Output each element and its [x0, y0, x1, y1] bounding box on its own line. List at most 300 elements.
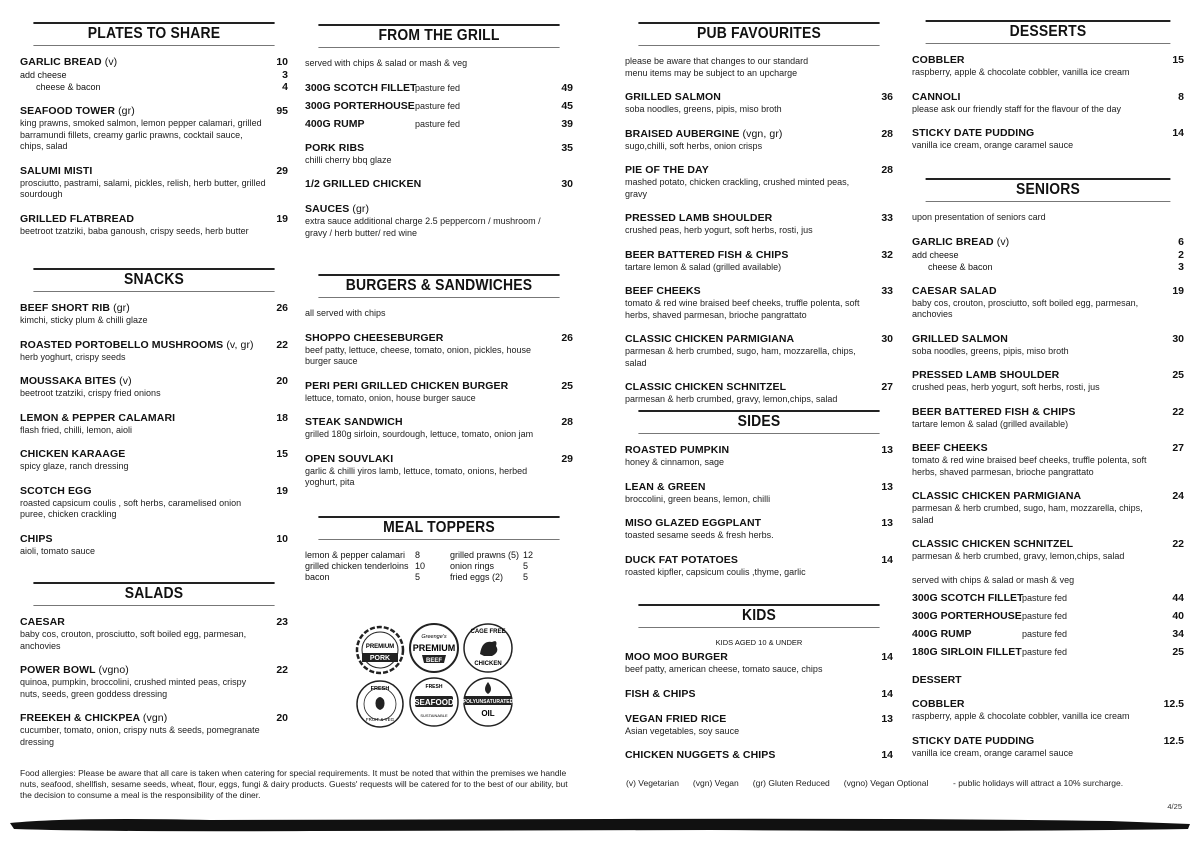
legend-entry: (vgno) Vegan Optional — [843, 778, 929, 788]
menu-item-grilled-salmon — [912, 333, 1184, 358]
cage-free-chicken-badge — [462, 622, 514, 674]
item-name: SCOTCH EGG — [20, 484, 92, 497]
section-title: KIDS — [638, 604, 879, 628]
item-name: VEGAN FRIED RICE — [625, 712, 727, 725]
item-name: BRAISED AUBERGINE — [625, 127, 740, 140]
diet-legend — [626, 778, 942, 788]
item-description: honey & cinnamon, sage — [625, 457, 725, 467]
item-name: PORK RIBS — [305, 141, 365, 154]
price: 95 — [276, 105, 288, 117]
menu-item-sauces — [305, 203, 573, 239]
item-name: 300G PORTERHOUSE — [912, 610, 1022, 622]
menu-item-beer-battered-fish-chips — [912, 406, 1184, 431]
price: 18 — [276, 411, 288, 424]
item-description: roasted kipfler, capsicum coulis ,thyme, garlic — [625, 566, 806, 577]
item-name: LEAN & GREEN — [625, 480, 706, 493]
topper-price: 12 — [523, 550, 534, 560]
item-name: 400G RUMP — [912, 628, 972, 640]
item-name: MISO GLAZED EGGPLANT — [625, 517, 762, 529]
section-title: SALADS — [33, 582, 274, 606]
seniors-desserts-list — [912, 698, 1184, 759]
sides-list — [625, 444, 893, 578]
item-description: beetroot tzatziki, crispy fried onions — [20, 388, 161, 398]
item-name: CHICKEN NUGGETS & CHIPS — [625, 749, 776, 761]
item-name: 1/2 GRILLED CHICKEN — [305, 178, 422, 190]
menu-item-garlic-bread: GARLIC BREAD (v) 10 add cheese 3 cheese & bacon 4 — [20, 56, 288, 93]
item-description: vanilla ice cream, orange caramel sauce — [912, 140, 1074, 150]
item-name: CLASSIC CHICKEN PARMIGIANA — [912, 490, 1082, 502]
item-diet: (vgn, gr) — [742, 127, 783, 140]
item-description: herb yoghurt, crispy seeds — [20, 351, 126, 362]
menu-item-peri-peri-grilled-chicken-burger — [305, 380, 573, 405]
price: 30 — [561, 178, 573, 190]
section-toppers — [305, 516, 573, 590]
item-name: SAUCES — [305, 203, 350, 215]
section-title: SNACKS — [33, 268, 274, 292]
item-description: kimchi, sticky plum & chilli glaze — [20, 315, 148, 325]
item-description: parmesan & herb crumbed, sugo, ham, mozzarella, chips, salad — [912, 503, 1143, 525]
item-name: STICKY DATE PUDDING — [912, 734, 1035, 747]
topper-price: 5 — [523, 572, 529, 582]
price: 8 — [1178, 90, 1184, 103]
legend-entry: (gr) Gluten Reduced — [752, 778, 830, 788]
price: 28 — [561, 416, 573, 428]
item-description: baby cos, crouton, prosciutto, soft boiled egg, parmesan, anchovies — [912, 297, 1139, 319]
svg-text:PORK: PORK — [369, 655, 391, 662]
price: 13 — [881, 480, 893, 493]
svg-text:SUSTAINABLE: SUSTAINABLE — [420, 713, 448, 718]
item-description: broccolini, green beans, lemon, chilli — [625, 493, 771, 504]
item-name: SEAFOOD TOWER — [20, 105, 116, 117]
topper-name: fried eggs (2) — [450, 572, 504, 582]
item-description: raspberry, apple & chocolate cobbler, vanilla ice cream — [912, 67, 1130, 77]
item-description: tomato & red wine braised beef cheeks, truffle polenta, soft herbs, shaved parmesan, brioche pangrattato — [625, 298, 860, 320]
menu-item-moussaka-bites — [20, 375, 288, 400]
item-description: parmesan & herb crumbed, gravy, lemon,chips, salad — [912, 551, 1125, 561]
burgers-list — [305, 332, 573, 489]
section-burgers — [305, 274, 573, 501]
menu-item-scotch-egg — [20, 485, 288, 521]
item-description: garlic & chilli yiros lamb, lettuce, tomato, onions, herbed yoghurt, pita — [305, 465, 528, 487]
section-note: please be aware that changes to our standard menu items may be subject to an upcharge — [625, 56, 809, 78]
menu-item-beef-cheeks — [912, 442, 1184, 478]
section-note: served with chips & salad or mash & veg — [305, 58, 468, 68]
item-description: roasted capsicum coulis , soft herbs, caramelised onion puree, chicken crackling — [20, 497, 242, 519]
svg-text:CHICKEN: CHICKEN — [474, 661, 502, 667]
price: 44 — [1172, 592, 1184, 604]
item-name: POWER BOWL — [20, 664, 96, 676]
item-tag: pasture fed — [415, 100, 461, 111]
price: 33 — [881, 285, 893, 297]
price: 13 — [881, 444, 893, 456]
menu-item-power-bowl — [20, 664, 288, 700]
polyunsaturated-oil-badge — [462, 676, 514, 728]
item-name: BEER BATTERED FISH & CHIPS — [625, 248, 789, 261]
item-name: CHICKEN KARAAGE — [20, 448, 126, 460]
item-name: CLASSIC CHICKEN SCHNITZEL — [625, 381, 787, 393]
item-tag: pasture fed — [1022, 647, 1068, 657]
topper-row — [305, 561, 573, 572]
menu-item-beef-short-rib — [20, 302, 288, 327]
topper-row — [305, 572, 573, 583]
price: 33 — [881, 212, 893, 224]
snacks-list — [20, 302, 288, 557]
menu-item-fish-chips — [625, 688, 893, 701]
section-note: upon presentation of seniors card — [912, 212, 1046, 222]
item-name: FREEKEH & CHICKPEA — [20, 712, 140, 724]
item-description: cucumber, tomato, onion, crispy nuts & seeds, pomegranate dressing — [20, 725, 260, 747]
section-title: MEAL TOPPERS — [318, 516, 559, 540]
item-name: LEMON & PEPPER CALAMARI — [20, 411, 176, 424]
price: 6 — [1178, 235, 1184, 248]
topper-price: 10 — [415, 561, 426, 571]
menu-item-duck-fat-potatoes — [625, 554, 893, 579]
item-description: soba noodles, greens, pipis, miso broth — [912, 345, 1069, 356]
svg-text:PREMIUM: PREMIUM — [365, 644, 395, 650]
price: 45 — [561, 99, 573, 112]
menu-item-miso-glazed-eggplant — [625, 517, 893, 542]
topper-name: onion rings — [450, 561, 495, 571]
price: 34 — [1172, 628, 1184, 640]
item-name: GRILLED SALMON — [625, 91, 721, 103]
menu-item-moo-moo-burger — [625, 651, 893, 676]
item-description: mashed potato, chicken crackling, crushed minted peas, gravy — [625, 177, 850, 199]
menu-item-1-2-grilled-chicken — [305, 178, 573, 191]
item-description: spicy glaze, ranch dressing — [20, 461, 129, 471]
menu-item-pressed-lamb-shoulder — [625, 212, 893, 237]
item-description: soba noodles, greens, pipis, miso broth — [625, 104, 782, 114]
price: 28 — [881, 164, 893, 176]
menu-item-cobbler — [912, 54, 1184, 79]
price: 14 — [1172, 127, 1184, 139]
price: 19 — [1172, 284, 1184, 297]
section-salads — [20, 582, 288, 760]
item-name: OPEN SOUVLAKI — [305, 452, 394, 465]
page-number: 4/25 — [1167, 802, 1182, 811]
menu-item-cobbler — [912, 698, 1184, 723]
item-name: ROASTED PUMPKIN — [625, 444, 730, 456]
menu-item-300g-porterhouse — [305, 100, 573, 118]
item-name: FISH & CHIPS — [625, 687, 696, 700]
section-note: all served with chips — [305, 308, 386, 318]
svg-text:PREMIUM: PREMIUM — [412, 643, 456, 653]
section-plates — [20, 22, 288, 249]
price: 25 — [1172, 646, 1184, 658]
item-name: 300G SCOTCH FILLET — [305, 81, 417, 94]
svg-text:SEAFOOD: SEAFOOD — [414, 698, 454, 707]
item-name: 400G RUMP — [305, 117, 365, 130]
item-name: ROASTED PORTOBELLO MUSHROOMS — [20, 338, 224, 351]
topper-name: bacon — [305, 572, 330, 582]
price: 29 — [276, 164, 288, 177]
svg-text:FRUIT & VEG: FRUIT & VEG — [365, 717, 395, 722]
item-name: CAESAR — [20, 616, 65, 628]
menu-item-beef-cheeks — [625, 285, 893, 321]
price: 13 — [881, 517, 893, 529]
seniors-list — [912, 285, 1184, 563]
price: 15 — [276, 448, 288, 460]
section-grill — [305, 24, 573, 251]
section-title: PUB FAVOURITES — [638, 22, 879, 46]
surcharge-note: - public holidays will attract a 10% surcharge. — [953, 778, 1124, 788]
salads-list — [20, 616, 288, 748]
seniors-steaks — [912, 592, 1184, 664]
svg-text:OIL: OIL — [481, 709, 495, 718]
menu-item-braised-aubergine — [625, 128, 893, 153]
item-diet: (v) — [119, 375, 132, 387]
item-name: PERI PERI GRILLED CHICKEN BURGER — [305, 379, 509, 392]
menu-item-open-souvlaki — [305, 453, 573, 489]
item-name: BEEF SHORT RIB — [20, 302, 111, 314]
menu-item-seafood-tower — [20, 105, 288, 153]
item-name: PRESSED LAMB SHOULDER — [912, 369, 1060, 381]
item-name: 300G PORTERHOUSE — [305, 99, 415, 112]
section-title: SIDES — [638, 410, 879, 434]
item-name: MOUSSAKA BITES — [20, 375, 117, 387]
topper-row — [305, 550, 573, 561]
seniors-dessert-heading: DESSERT — [912, 674, 962, 686]
menu-item-sticky-date-pudding — [912, 127, 1184, 152]
menu-item-steak-sandwich — [305, 416, 573, 441]
section-title: DESSERTS — [926, 20, 1171, 44]
menu-item-400g-rump — [912, 628, 1184, 646]
item-diet: (gr) — [352, 203, 370, 215]
item-description: extra sauce additional charge 2.5 peppercorn / mushroom / gravy / herb butter/ red wine — [305, 216, 541, 238]
item-description: parmesan & herb crumbed, sugo, ham, mozzarella, chips, salad — [625, 346, 856, 368]
menu-item-chicken-nuggets-chips — [625, 749, 893, 762]
price: 27 — [881, 381, 893, 393]
item-name: CLASSIC CHICKEN PARMIGIANA — [625, 333, 795, 345]
premium-beef-badge — [408, 622, 460, 674]
item-description: chilli cherry bbq glaze — [305, 154, 392, 165]
item-description: tartare lemon & salad (grilled available) — [912, 418, 1069, 429]
price: 19 — [276, 484, 288, 497]
item-tag: pasture fed — [1022, 611, 1068, 621]
section-title: BURGERS & SANDWICHES — [318, 274, 559, 298]
legend-entry: (v) Vegetarian — [626, 778, 679, 788]
price: 15 — [1172, 54, 1184, 66]
price: 14 — [881, 553, 893, 566]
menu-item-pie-of-the-day — [625, 164, 893, 200]
kids-list — [625, 651, 893, 762]
allergy-notice: Food allergies: Please be aware that all care is taken when catering for special requirements. It must be noted that within the premises we handle nuts, seafood, shellfish, sesame seeds, wheat, flour, eggs, fungi & dairy products. Guests' requests will be catered for to the best of our ability, but the decision to consume a meal is the responsibility of the diner. — [20, 768, 568, 800]
menu-item-freekeh-chickpea — [20, 712, 288, 748]
menu-item-caesar-salad — [912, 285, 1184, 321]
item-description: prosciutto, pastrami, salami, pickles, relish, herb butter, grilled sourdough — [20, 177, 266, 199]
price: 20 — [276, 375, 288, 387]
item-description: vanilla ice cream, orange caramel sauce — [912, 747, 1074, 758]
legend-entry: (vgn) Vegan — [692, 778, 739, 788]
price: 35 — [561, 141, 573, 154]
grill-steaks — [305, 82, 573, 136]
svg-text:FRESH: FRESH — [425, 684, 443, 690]
grill-list — [305, 142, 573, 240]
item-description: baby cos, crouton, prosciutto, soft boiled egg, parmesan, anchovies — [20, 629, 247, 651]
item-description: quinoa, pumpkin, broccolini, crushed minted peas, crispy nuts, seeds, green goddess dressing — [20, 677, 247, 699]
svg-text:BEEF: BEEF — [425, 658, 443, 664]
price: 40 — [1172, 610, 1184, 622]
price: 28 — [881, 127, 893, 140]
item-description: please ask our friendly staff for the flavour of the day — [912, 103, 1121, 114]
item-name: CLASSIC CHICKEN SCHNITZEL — [912, 538, 1074, 550]
price: 22 — [1172, 405, 1184, 418]
item-description: aioli, tomato sauce — [20, 545, 96, 556]
menu-item-classic-chicken-parmigiana — [912, 490, 1184, 526]
item-tag: pasture fed — [1022, 593, 1068, 603]
price: 22 — [276, 338, 288, 351]
menu-item-180g-sirloin-fillet — [912, 646, 1184, 664]
item-description: beef patty, lettuce, cheese, tomato, onion, pickles, house burger sauce — [305, 344, 531, 366]
brush-stroke-divider — [10, 815, 1190, 833]
item-description: raspberry, apple & chocolate cobbler, vanilla ice cream — [912, 711, 1130, 721]
item-name: 300G SCOTCH FILLET — [912, 592, 1024, 604]
item-description: grilled 180g sirloin, sourdough, lettuce, tomato, onion jam — [305, 429, 534, 439]
menu-item-caesar — [20, 616, 288, 652]
topper-name: grilled prawns (5) — [450, 550, 520, 560]
price: 32 — [881, 248, 893, 261]
menu-item-salumi-misti — [20, 165, 288, 201]
item-description: parmesan & herb crumbed, gravy, lemon,chips, salad — [625, 394, 838, 404]
price: 12.5 — [1163, 734, 1184, 747]
menu-item-seniors-garlic-bread: GARLIC BREAD (v) 6 add cheese 2 cheese & bacon 3 — [912, 235, 1184, 273]
fresh-seafood-badge — [408, 676, 460, 728]
item-diet: (v, gr) — [226, 338, 254, 351]
menu-item-pork-ribs — [305, 142, 573, 167]
item-description: beetroot tzatziki, baba ganoush, crispy seeds, herb butter — [20, 225, 249, 236]
item-name: BEER BATTERED FISH & CHIPS — [912, 405, 1076, 418]
item-name: DUCK FAT POTATOES — [625, 553, 738, 566]
item-name: COBBLER — [912, 698, 965, 710]
price: 30 — [881, 333, 893, 345]
menu-item-vegan-fried-rice — [625, 713, 893, 738]
menu-item-300g-scotch-fillet — [305, 82, 573, 100]
menu-item-roasted-pumpkin — [625, 444, 893, 469]
menu-item-grilled-salmon — [625, 91, 893, 116]
price: 10 — [276, 56, 288, 68]
quality-badges — [350, 620, 530, 730]
plates-list — [20, 105, 288, 237]
item-description: toasted sesame seeds & fresh herbs. — [625, 530, 774, 540]
price: 24 — [1172, 490, 1184, 502]
section-title: SENIORS — [926, 178, 1171, 202]
item-name: SHOPPO CHEESEBURGER — [305, 331, 444, 344]
price: 19 — [276, 212, 288, 225]
item-name: MOO MOO BURGER — [625, 651, 728, 663]
item-tag: pasture fed — [415, 118, 461, 129]
price: 14 — [881, 651, 893, 663]
item-name: GRILLED FLATBREAD — [20, 212, 135, 225]
item-description: crushed peas, herb yogurt, soft herbs, rosti, jus — [912, 382, 1100, 392]
item-name: 180G SIRLOIN FILLET — [912, 646, 1022, 658]
price: 25 — [561, 379, 573, 392]
item-description: tomato & red wine braised beef cheeks, truffle polenta, soft herbs, shaved parmesan, brioche pangrattato — [912, 455, 1147, 477]
menu-item-roasted-portobello-mushrooms — [20, 339, 288, 364]
price: 12.5 — [1163, 698, 1184, 710]
menu-item-grilled-flatbread — [20, 213, 288, 238]
item-description: crushed peas, herb yogurt, soft herbs, rosti, jus — [625, 225, 813, 235]
pub-list — [625, 91, 893, 406]
item-description: sugo,chilli, soft herbs, onion crisps — [625, 140, 763, 151]
item-name: PIE OF THE DAY — [625, 164, 709, 176]
menu-item-400g-rump — [305, 118, 573, 136]
section-kids — [625, 604, 893, 774]
price: 22 — [276, 664, 288, 676]
item-diet: (gr) — [113, 302, 130, 314]
topper-name: grilled chicken tenderloins — [305, 561, 409, 571]
price: 10 — [276, 532, 288, 545]
topper-price: 5 — [523, 561, 529, 571]
menu-item-shoppo-cheeseburger — [305, 332, 573, 368]
menu-item-cannoli — [912, 91, 1184, 116]
item-tag: pasture fed — [415, 82, 461, 93]
item-description: tartare lemon & salad (grilled available) — [625, 261, 782, 272]
item-name: BEEF CHEEKS — [625, 285, 701, 297]
item-description: lettuce, tomato, onion, house burger sauce — [305, 392, 476, 403]
item-description: flash fried, chilli, lemon, aioli — [20, 424, 133, 435]
section-desserts — [912, 20, 1184, 164]
price: 25 — [1172, 369, 1184, 381]
price: 20 — [276, 712, 288, 724]
price: 23 — [276, 616, 288, 628]
price: 27 — [1172, 442, 1184, 454]
section-pub-favourites — [625, 22, 893, 418]
item-name: CANNOLI — [912, 90, 961, 103]
item-diet: (vgn) — [142, 712, 168, 724]
price: 30 — [1172, 332, 1184, 345]
menu-item-classic-chicken-schnitzel — [912, 538, 1184, 563]
item-name: CHIPS — [20, 532, 53, 545]
menu-item-chips — [20, 533, 288, 558]
menu-item-chicken-karaage — [20, 448, 288, 473]
topper-name: lemon & pepper calamari — [305, 550, 406, 560]
toppers-table — [305, 550, 573, 590]
desserts-list — [912, 54, 1184, 152]
price: 13 — [881, 712, 893, 725]
fresh-fruit-veg-badge — [354, 678, 406, 730]
item-name: BEEF CHEEKS — [912, 442, 988, 454]
price: 14 — [881, 687, 893, 700]
section-note: KIDS AGED 10 & UNDER — [715, 638, 803, 647]
item-tag: pasture fed — [1022, 629, 1068, 639]
price: 14 — [881, 749, 893, 761]
item-description: beef patty, american cheese, tomato sauce, chips — [625, 664, 823, 674]
menu-item-300g-porterhouse — [912, 610, 1184, 628]
price: 22 — [1172, 538, 1184, 550]
menu-item-pressed-lamb-shoulder — [912, 369, 1184, 394]
menu-item-sticky-date-pudding — [912, 735, 1184, 760]
item-name: STICKY DATE PUDDING — [912, 127, 1035, 139]
section-title: PLATES TO SHARE — [33, 22, 274, 46]
item-name: COBBLER — [912, 54, 965, 66]
svg-text:CAGE FREE: CAGE FREE — [470, 629, 506, 635]
menu-item-classic-chicken-parmigiana — [625, 333, 893, 369]
menu-item-classic-chicken-schnitzel — [625, 381, 893, 406]
svg-text:POLYUNSATURATED: POLYUNSATURATED — [462, 699, 514, 705]
item-diet: (gr) — [118, 105, 135, 117]
section-title: FROM THE GRILL — [318, 24, 559, 48]
item-description: king prawns, smoked salmon, lemon pepper calamari, grilled barramundi fillets, creamy garlic prawns, cocktail sauce, chips, salad — [20, 118, 262, 151]
price: 26 — [561, 331, 573, 344]
item-name: GRILLED SALMON — [912, 332, 1008, 345]
menu-item-300g-scotch-fillet — [912, 592, 1184, 610]
menu-item-beer-battered-fish-chips — [625, 249, 893, 274]
topper-price: 8 — [415, 550, 421, 560]
item-name: CAESAR SALAD — [912, 284, 997, 297]
svg-text:FRESH: FRESH — [370, 686, 390, 692]
svg-text:Greenge's: Greenge's — [421, 634, 447, 640]
item-diet: (vgno) — [98, 664, 129, 676]
price: 36 — [881, 91, 893, 103]
